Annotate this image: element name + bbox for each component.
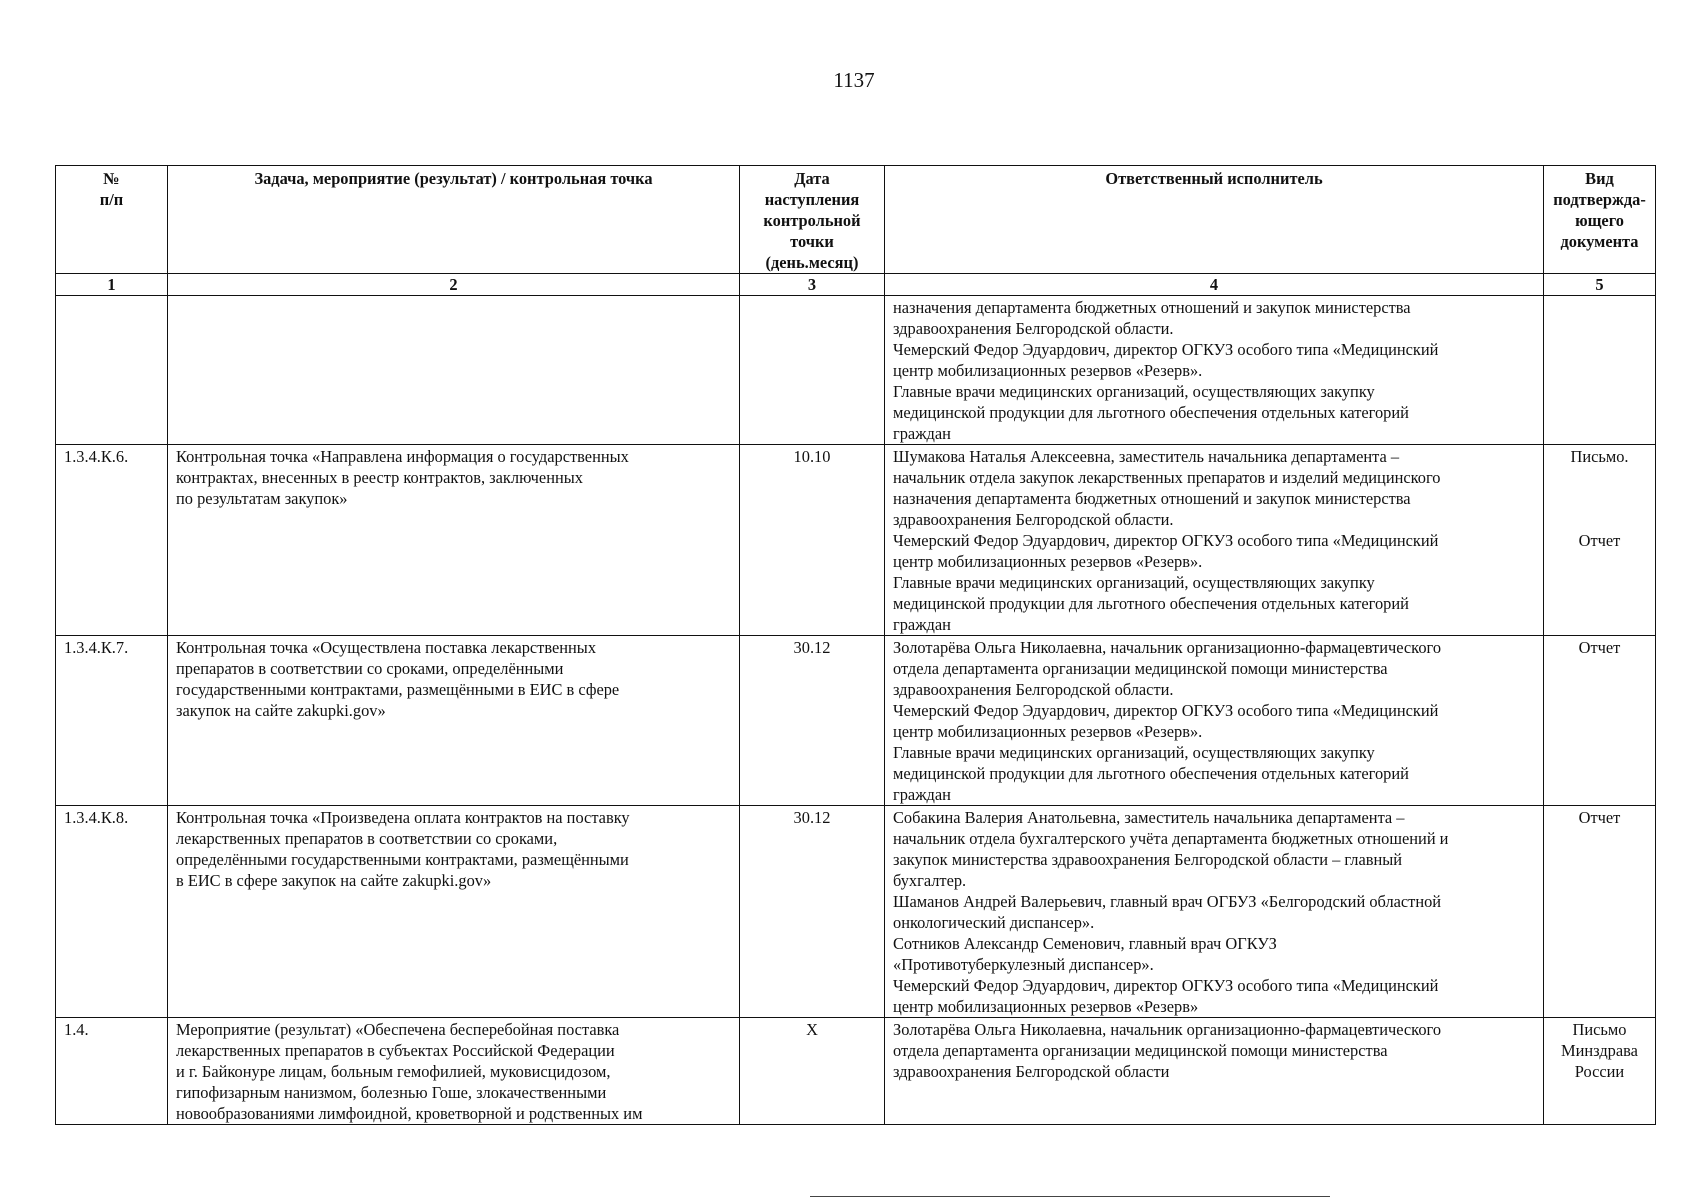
row-num: 1.3.4.К.7. <box>56 636 168 806</box>
table-header-row <box>56 166 1656 274</box>
header-num: № п/п <box>56 166 168 274</box>
row-num: 1.3.4.К.6. <box>56 445 168 636</box>
row-doc <box>1544 296 1656 445</box>
column-number: 3 <box>740 274 885 296</box>
control-points-table <box>55 165 1656 1125</box>
row-date: 30.12 <box>740 806 885 1018</box>
row-task: Контрольная точка «Произведена оплата контрактов на поставку лекарственных препаратов в соответствии со сроками, определёнными государственными контрактами, размещёнными в ЕИС в сфере закупок на сайте zakupki.gov» <box>168 806 740 1018</box>
header-responsible: Ответственный исполнитель <box>885 166 1544 274</box>
row-task: Мероприятие (результат) «Обеспечена бесперебойная поставка лекарственных препаратов в субъектах Российской Федерации и г. Байконуре лицам, больным гемофилией, муковисцидозом, гипофизарным нанизмом, болезнью Гоше, злокачественными новообразованиями лимфоидной, кроветворной и родственных им <box>168 1018 740 1125</box>
row-num: 1.4. <box>56 1018 168 1125</box>
row-num: 1.3.4.К.8. <box>56 806 168 1018</box>
row-doc: Письмо. Отчет <box>1544 445 1656 636</box>
row-responsible: назначения департамента бюджетных отношений и закупок министерства здравоохранения Белгородской области. Чемерский Федор Эдуардович, директор ОГКУЗ особого типа «Медицинский центр мобилизационных резервов «Резерв». Главные врачи медицинских организаций, осуществляющих закупку медицинской продукции для льготного обеспечения отдельных категорий граждан <box>885 296 1544 445</box>
row-task: Контрольная точка «Направлена информация о государственных контрактах, внесенных в реестр контрактов, заключенных по результатам закупок» <box>168 445 740 636</box>
column-number-row <box>56 274 1656 296</box>
header-date: Дата наступления контрольной точки (день.месяц) <box>740 166 885 274</box>
row-date <box>740 296 885 445</box>
row-date: 30.12 <box>740 636 885 806</box>
table-row <box>56 806 1656 1018</box>
footer-rule <box>810 1196 1330 1197</box>
row-date: Х <box>740 1018 885 1125</box>
page-number: 1137 <box>833 68 875 92</box>
table-row <box>56 445 1656 636</box>
row-doc: Отчет <box>1544 806 1656 1018</box>
row-task: Контрольная точка «Осуществлена поставка лекарственных препаратов в соответствии со сроками, определёнными государственными контрактами, размещёнными в ЕИС в сфере закупок на сайте zakupki.gov» <box>168 636 740 806</box>
row-date: 10.10 <box>740 445 885 636</box>
row-responsible: Золотарёва Ольга Николаевна, начальник организационно-фармацевтического отдела департамента организации медицинской помощи министерства здравоохранения Белгородской области <box>885 1018 1544 1125</box>
header-doc: Вид подтвержда- ющего документа <box>1544 166 1656 274</box>
column-number: 1 <box>56 274 168 296</box>
column-number: 4 <box>885 274 1544 296</box>
row-num <box>56 296 168 445</box>
table-row <box>56 296 1656 445</box>
row-responsible: Шумакова Наталья Алексеевна, заместитель начальника департамента – начальник отдела закупок лекарственных препаратов и изделий медицинского назначения департамента бюджетных отношений и закупок министерства здравоохранения Белгородской области. Чемерский Федор Эдуардович, директор ОГКУЗ особого типа «Медицинский центр мобилизационных резервов «Резерв». Главные врачи медицинских организаций, осуществляющих закупку медицинской продукции для льготного обеспечения отдельных категорий граждан <box>885 445 1544 636</box>
header-task: Задача, мероприятие (результат) / контрольная точка <box>168 166 740 274</box>
table-row <box>56 636 1656 806</box>
row-doc: Письмо Минздрава России <box>1544 1018 1656 1125</box>
row-task <box>168 296 740 445</box>
table-row <box>56 1018 1656 1125</box>
row-responsible: Собакина Валерия Анатольевна, заместитель начальника департамента – начальник отдела бухгалтерского учёта департамента бюджетных отношений и закупок министерства здравоохранения Белгородской области – главный бухгалтер. Шаманов Андрей Валерьевич, главный врач ОГБУЗ «Белгородский областной онкологический диспансер». Сотников Александр Семенович, главный врач ОГКУЗ «Противотуберкулезный диспансер». Чемерский Федор Эдуардович, директор ОГКУЗ особого типа «Медицинский центр мобилизационных резервов «Резерв» <box>885 806 1544 1018</box>
column-number: 2 <box>168 274 740 296</box>
row-doc: Отчет <box>1544 636 1656 806</box>
column-number: 5 <box>1544 274 1656 296</box>
row-responsible: Золотарёва Ольга Николаевна, начальник организационно-фармацевтического отдела департамента организации медицинской помощи министерства здравоохранения Белгородской области. Чемерский Федор Эдуардович, директор ОГКУЗ особого типа «Медицинский центр мобилизационных резервов «Резерв». Главные врачи медицинских организаций, осуществляющих закупку медицинской продукции для льготного обеспечения отдельных категорий граждан <box>885 636 1544 806</box>
